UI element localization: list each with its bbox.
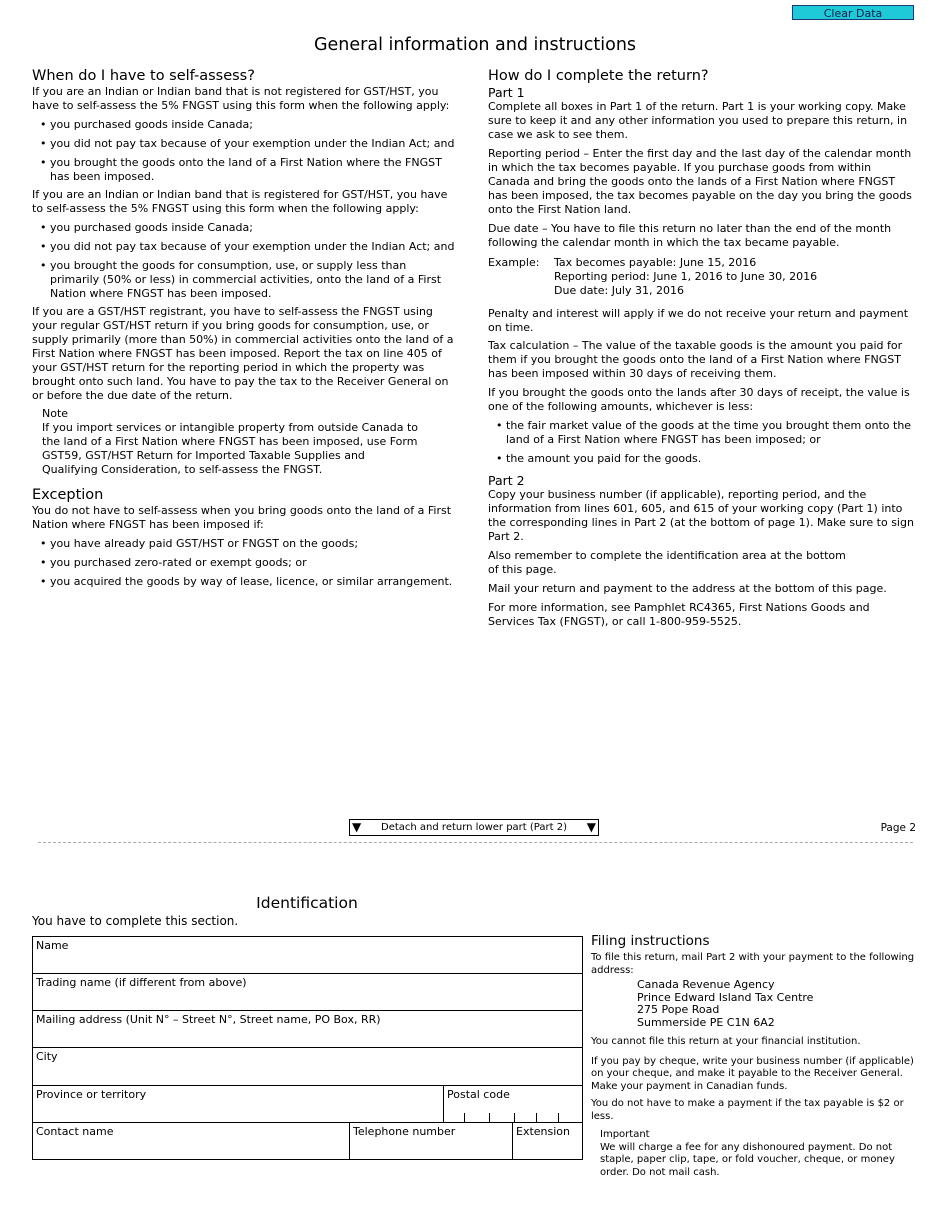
self-assess-para-1: If you are an Indian or Indian band that is not registered for GST/HST, you have to self-assess the 5% FNGST using this form when the following apply:: [32, 85, 450, 112]
example-line: Reporting period: June 1, 2016 to June 30, 2016: [554, 270, 818, 283]
exception-section: [32, 486, 457, 589]
telephone-label: Telephone number: [353, 1125, 456, 1138]
address-line: Prince Edward Island Tax Centre: [637, 990, 814, 1004]
example-line: Due date: July 31, 2016: [554, 284, 684, 297]
province-input[interactable]: [36, 1104, 440, 1120]
tax-calculation-text: Tax calculation – The value of the taxable goods is the amount you paid for them if you brought the goods onto the land of a First Nation where FNGST has been imposed within 30 days of receiving them.: [488, 339, 903, 380]
clear-data-button[interactable]: Clear Data: [792, 5, 914, 20]
no-payment-text: You do not have to make a payment if the tax payable is $2 or less.: [591, 1098, 904, 1122]
province-label: Province or territory: [36, 1088, 147, 1101]
contact-name-input[interactable]: [36, 1141, 346, 1157]
name-label: Name: [36, 939, 69, 952]
extension-input[interactable]: [516, 1141, 579, 1157]
postal-tick: [489, 1113, 490, 1122]
list-item: • you acquired the goods by way of lease, licence, or similar arrangement.: [32, 575, 457, 589]
name-field[interactable]: [32, 936, 583, 974]
self-assess-para-3: If you are a GST/HST registrant, you have to self-assess the FNGST using your regular GST/HST return if you bring goods for consumption, use, or supply primarily (more than 50%) in commercial activities onto the land of a First Nation where FNGST has been imposed. Report the tax on line 405 of your GST/HST return for the reporting period in which the property was brought onto such land. You have to pay the tax to the Receiver General on or before the due date of the return.: [32, 305, 454, 402]
address-line: Summerside PE C1N 6A2: [637, 1015, 775, 1029]
list-item: • you brought the goods onto the land of a First Nation where the FNGST has been imposed.: [32, 156, 457, 184]
detach-banner: [349, 819, 599, 836]
postal-tick: [514, 1113, 515, 1122]
self-assess-para-2: If you are an Indian or Indian band that is registered for GST/HST, you have to self-assess the 5% FNGST using this form when the following apply:: [32, 188, 448, 215]
postal-tick: [464, 1113, 465, 1122]
mailing-address-label: Mailing address (Unit N° – Street N°, Street name, PO Box, RR): [36, 1013, 381, 1026]
trading-name-input[interactable]: [36, 992, 579, 1008]
filing-instructions: [591, 933, 919, 1179]
cheque-text: If you pay by cheque, write your business number (if applicable) on your cheque, and make it payable to the Receiver General. Make your payment in Canadian funds.: [591, 1055, 914, 1092]
page-title: General information and instructions: [313, 35, 637, 55]
remember-text: Also remember to complete the identification area at the bottom of this page.: [488, 549, 846, 576]
mailing-address-field[interactable]: [32, 1010, 583, 1048]
list-item: • you did not pay tax because of your exemption under the Indian Act; and: [32, 240, 457, 254]
filing-intro: To file this return, mail Part 2 with your payment to the following address:: [591, 952, 915, 976]
contact-name-label: Contact name: [36, 1125, 114, 1138]
part1-title: Part 1: [488, 85, 525, 100]
due-date-text: Due date – You have to file this return no later than the end of the month following the calendar month in which the tax became payable.: [488, 222, 892, 249]
identification-title: Identification: [256, 894, 358, 912]
mail-text: Mail your return and payment to the address at the bottom of this page.: [488, 582, 887, 595]
list-item: • the amount you paid for the goods.: [488, 452, 916, 466]
example-block: [488, 256, 916, 298]
identification-subtitle: You have to complete this section.: [32, 914, 239, 928]
part1-text: Complete all boxes in Part 1 of the return. Part 1 is your working copy. Make sure to keep it and any other information you used to prepare this return, in case we ask to see them.: [488, 100, 908, 141]
postal-code-input[interactable]: [447, 1104, 579, 1120]
important-box: [591, 1129, 919, 1179]
mailing-address-block: [591, 979, 919, 1029]
postal-tick: [558, 1113, 559, 1122]
list-item: • you purchased goods inside Canada;: [32, 118, 457, 132]
self-assess-heading: When do I have to self-assess?: [32, 68, 255, 84]
extension-field[interactable]: [512, 1122, 583, 1160]
note-box: [42, 407, 422, 477]
city-field[interactable]: [32, 1047, 583, 1086]
detach-label: Detach and return lower part (Part 2): [381, 822, 567, 833]
self-assess-list-1: [32, 118, 457, 184]
penalty-text: Penalty and interest will apply if we do not receive your return and payment on time.: [488, 307, 909, 334]
trading-name-field[interactable]: [32, 973, 583, 1011]
self-assess-section: [32, 67, 457, 403]
after-30-days-text: If you brought the goods onto the lands after 30 days of receipt, the value is one of the following amounts, whichever is less:: [488, 386, 910, 413]
filing-heading: Filing instructions: [591, 933, 710, 949]
list-item: • you did not pay tax because of your exemption under the Indian Act; and: [32, 137, 457, 151]
exception-intro: You do not have to self-assess when you bring goods onto the land of a First Nation where FNGST has been imposed if:: [32, 504, 452, 531]
address-line: 275 Pope Road: [637, 1003, 720, 1017]
after-30-list: [488, 419, 916, 466]
address-line: Canada Revenue Agency: [637, 978, 775, 991]
important-text: We will charge a fee for any dishonoured payment. Do not staple, paper clip, tape, or fold voucher, cheque, or money order. Do not mail cash.: [600, 1141, 895, 1178]
complete-return-section: [488, 67, 916, 629]
reporting-period-text: Reporting period – Enter the first day and the last day of the calendar month in which the tax becomes payable. If you purchase goods from within Canada and bring the goods onto the lands of a First Nation where FNGST has been imposed, the tax becomes payable on the day you bring the goods onto the First Nation land.: [488, 147, 912, 216]
city-label: City: [36, 1050, 58, 1063]
triangle-down-icon: ▼: [352, 820, 362, 834]
note-text: If you import services or intangible property from outside Canada to the land of a First Nation where FNGST has been imposed, use Form GST59, GST/HST Return for Imported Taxable Supplies and Qualifying Consideration, to self-assess the FNGST.: [42, 421, 419, 476]
part2-title: Part 2: [488, 473, 525, 488]
postal-code-field[interactable]: [443, 1085, 583, 1123]
name-input[interactable]: [36, 955, 579, 971]
complete-heading: How do I complete the return?: [488, 68, 709, 84]
more-info-text: For more information, see Pamphlet RC4365, First Nations Goods and Services Tax (FNGST), or call 1-800-959-5525.: [488, 601, 870, 628]
self-assess-list-2: [32, 221, 457, 301]
postal-tick: [536, 1113, 537, 1122]
page-number: Page 2: [880, 822, 916, 834]
example-label: Example:: [488, 256, 540, 269]
extension-label: Extension: [516, 1125, 571, 1138]
list-item: • you purchased zero-rated or exempt goods; or: [32, 556, 457, 570]
postal-code-label: Postal code: [447, 1088, 510, 1101]
city-input[interactable]: [36, 1067, 579, 1083]
trading-name-label: Trading name (if different from above): [36, 976, 247, 989]
part2-text: Copy your business number (if applicable), reporting period, and the information from lines 601, 605, and 615 of your working copy (Part 1) into the corresponding lines in Part 2 (at the bottom of page 1). Make sure to sign Part 2.: [488, 488, 914, 543]
example-line: Tax becomes payable: June 15, 2016: [554, 256, 757, 269]
contact-name-field[interactable]: [32, 1122, 350, 1160]
list-item: • you purchased goods inside Canada;: [32, 221, 457, 235]
cut-line: [38, 842, 913, 843]
list-item: • you brought the goods for consumption, use, or supply less than primarily (50% or less) in commercial activities, onto the land of a First Nation where FNGST has been imposed.: [32, 259, 457, 301]
telephone-input[interactable]: [353, 1141, 509, 1157]
important-title: Important: [600, 1129, 650, 1141]
telephone-field[interactable]: [349, 1122, 513, 1160]
province-field[interactable]: [32, 1085, 444, 1123]
triangle-down-icon: ▼: [586, 820, 596, 834]
no-file-text: You cannot file this return at your financial institution.: [591, 1036, 861, 1048]
exception-list: [32, 537, 457, 589]
list-item: • the fair market value of the goods at the time you brought them onto the land of a First Nation where FNGST has been imposed; or: [488, 419, 916, 447]
exception-heading: Exception: [32, 487, 104, 503]
note-title: Note: [42, 407, 69, 420]
list-item: • you have already paid GST/HST or FNGST on the goods;: [32, 537, 457, 551]
mailing-address-input[interactable]: [36, 1029, 579, 1045]
